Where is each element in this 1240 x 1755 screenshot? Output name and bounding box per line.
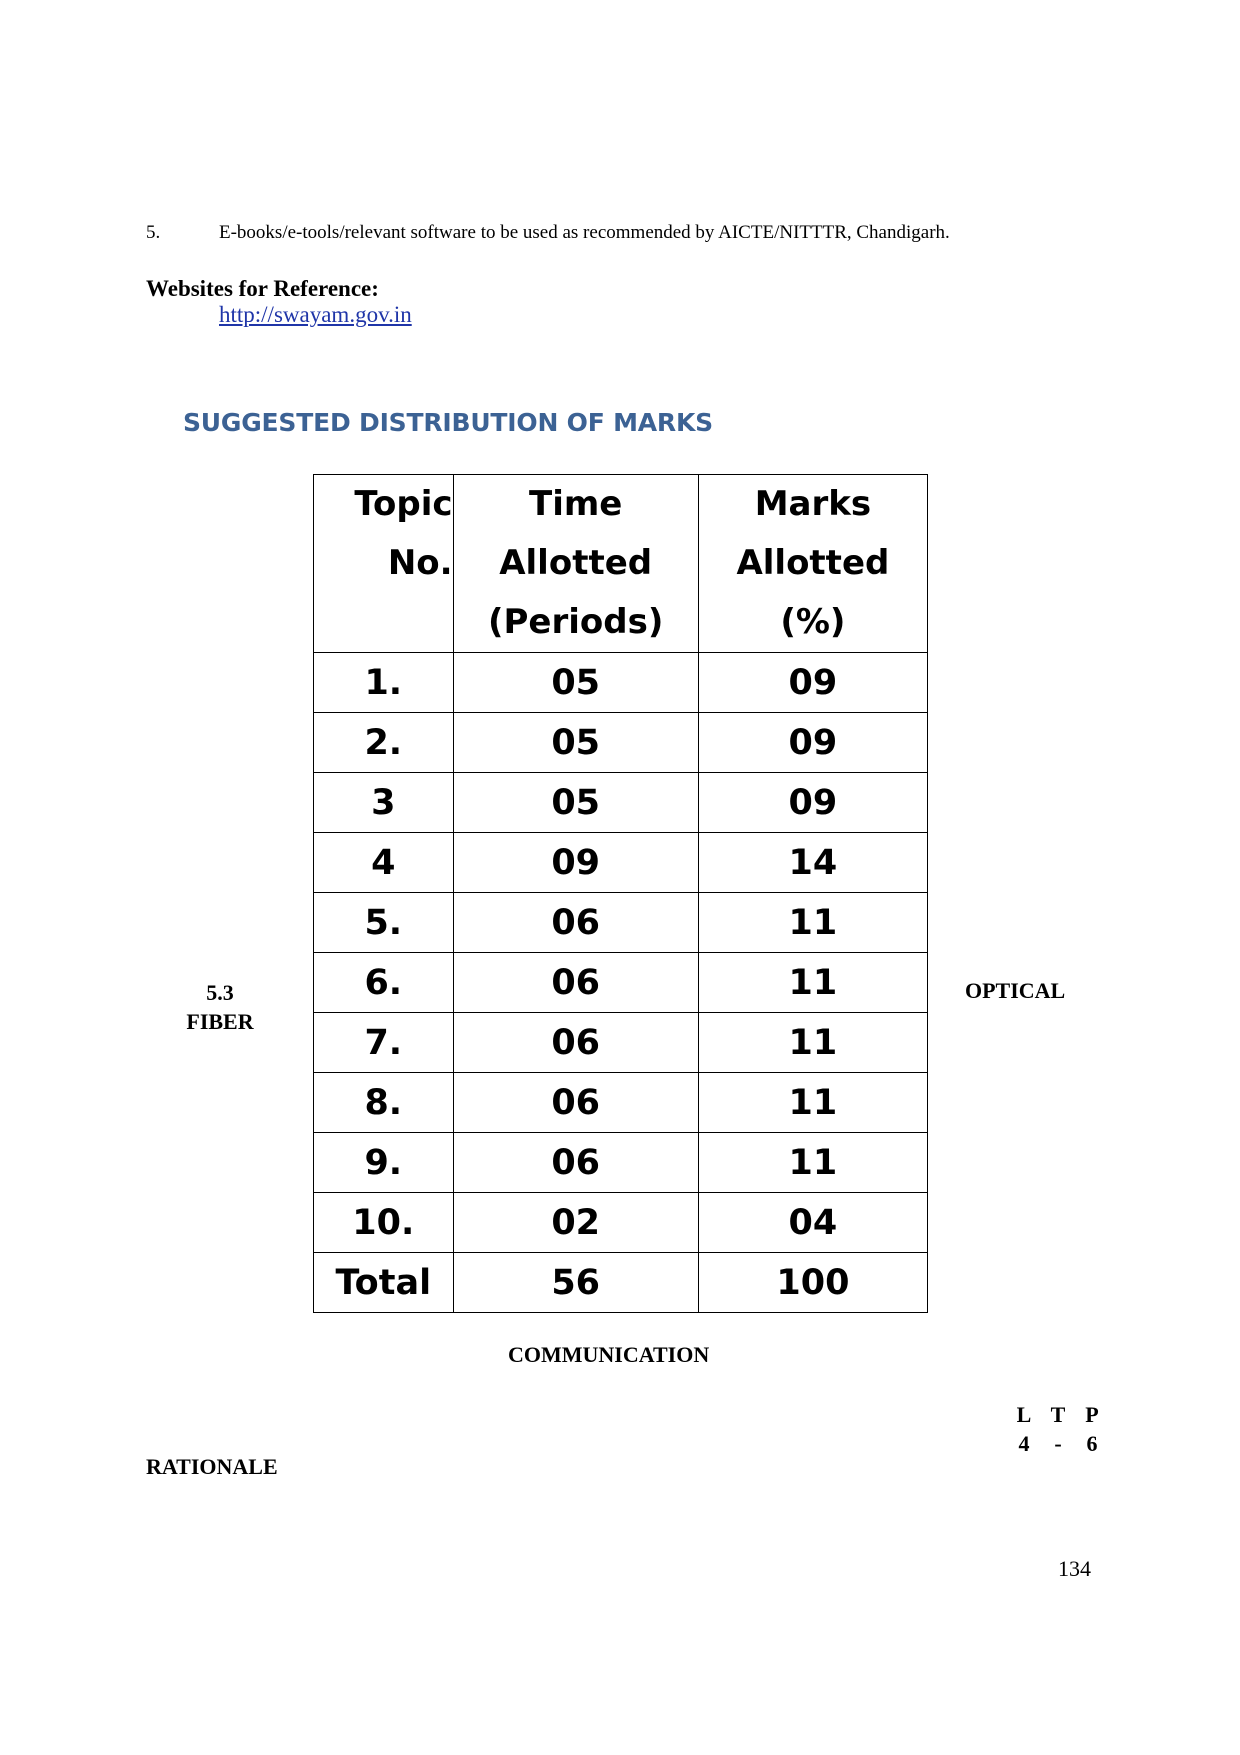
cell-marks: 04 — [698, 1193, 927, 1253]
cell-marks: 11 — [698, 1133, 927, 1193]
cell-time: 56 — [453, 1253, 698, 1313]
ltp-values — [1007, 1429, 1109, 1458]
table-row — [314, 893, 928, 953]
cell-time: 06 — [453, 1133, 698, 1193]
ltp-labels — [1007, 1400, 1109, 1429]
table-row — [314, 1013, 928, 1073]
cell-topic: 9. — [314, 1133, 454, 1193]
ltp-value: 6 — [1086, 1431, 1098, 1456]
header-line: Topic — [354, 484, 453, 524]
table-body — [314, 653, 928, 1313]
course-title-left — [160, 978, 280, 1036]
cell-topic: 10. — [314, 1193, 454, 1253]
header-line: (%) — [780, 602, 846, 642]
course-title-fiber: FIBER — [186, 1009, 254, 1034]
table-row — [314, 773, 928, 833]
cell-time: 06 — [453, 893, 698, 953]
cell-time: 02 — [453, 1193, 698, 1253]
cell-marks: 11 — [698, 953, 927, 1013]
cell-marks: 11 — [698, 1013, 927, 1073]
ltp-label: P — [1085, 1402, 1099, 1427]
cell-topic: 1. — [314, 653, 454, 713]
table-row — [314, 1073, 928, 1133]
cell-topic: Total — [314, 1253, 454, 1313]
cell-topic: 3 — [314, 773, 454, 833]
cell-topic: 8. — [314, 1073, 454, 1133]
cell-marks: 11 — [698, 1073, 927, 1133]
header-line: Marks — [754, 484, 872, 524]
cell-topic: 2. — [314, 713, 454, 773]
table-row — [314, 833, 928, 893]
references-heading: Websites for Reference: — [146, 276, 379, 301]
header-time — [453, 475, 698, 653]
marks-distribution-table — [313, 474, 928, 1313]
header-marks — [698, 475, 927, 653]
cell-time: 09 — [453, 833, 698, 893]
cell-marks: 100 — [698, 1253, 927, 1313]
table-row — [314, 1193, 928, 1253]
table-header-row — [314, 475, 928, 653]
table-row — [314, 713, 928, 773]
course-title-communication: COMMUNICATION — [508, 1342, 710, 1367]
list-item-text: E-books/e-tools/relevant software to be used as recommended by AICTE/NITTTR, Chandigarh. — [219, 222, 950, 243]
cell-time: 05 — [453, 713, 698, 773]
cell-marks: 09 — [698, 653, 927, 713]
header-line: Time — [529, 484, 623, 524]
cell-topic: 7. — [314, 1013, 454, 1073]
cell-time: 05 — [453, 653, 698, 713]
cell-time: 06 — [453, 1073, 698, 1133]
cell-topic: 5. — [314, 893, 454, 953]
cell-marks: 11 — [698, 893, 927, 953]
cell-topic: 6. — [314, 953, 454, 1013]
cell-marks: 09 — [698, 713, 927, 773]
list-item-number: 5. — [146, 222, 161, 243]
cell-time: 06 — [453, 1013, 698, 1073]
cell-marks: 09 — [698, 773, 927, 833]
header-line: Allotted — [499, 543, 653, 583]
rationale-heading: RATIONALE — [146, 1454, 278, 1479]
ltp-value: 4 — [1018, 1431, 1030, 1456]
header-topic — [314, 475, 454, 653]
table-row — [314, 653, 928, 713]
course-number: 5.3 — [206, 980, 234, 1005]
header-line: (Periods) — [487, 602, 664, 642]
section-title: SUGGESTED DISTRIBUTION OF MARKS — [183, 408, 713, 437]
ltp-label: L — [1016, 1402, 1032, 1427]
ltp-value: - — [1054, 1431, 1062, 1456]
cell-topic: 4 — [314, 833, 454, 893]
cell-marks: 14 — [698, 833, 927, 893]
header-line: Allotted — [736, 543, 890, 583]
cell-time: 05 — [453, 773, 698, 833]
table-row — [314, 953, 928, 1013]
cell-time: 06 — [453, 953, 698, 1013]
table-row — [314, 1253, 928, 1313]
header-line: No. — [387, 543, 453, 583]
ltp-label: T — [1050, 1402, 1066, 1427]
page-number: 134 — [1058, 1556, 1091, 1581]
table-row — [314, 1133, 928, 1193]
course-title-optical: OPTICAL — [965, 978, 1066, 1003]
ltp-block — [1007, 1400, 1109, 1458]
swayam-link[interactable]: http://swayam.gov.in — [219, 302, 412, 327]
